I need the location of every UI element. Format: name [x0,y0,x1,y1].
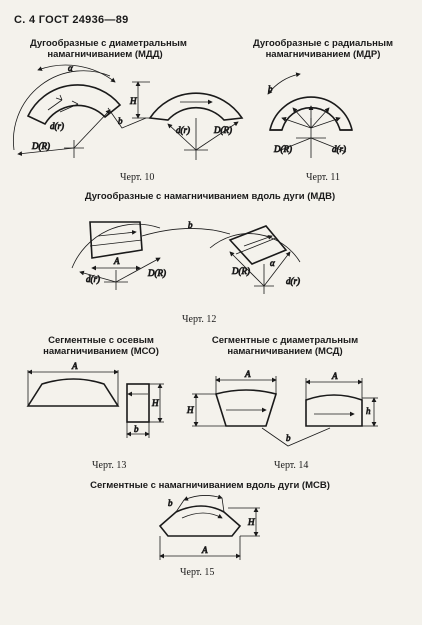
fig-number-14: Черт. 14 [274,460,309,471]
label-b-fig14: b [286,433,291,443]
fig-number-15: Черт. 15 [180,567,215,578]
label-D-fig12: D(R) [148,268,166,278]
label-b-fig12: b [188,220,193,230]
label-A-fig15: A [202,545,208,555]
caption-msv: Сегментные с намагничиванием вдоль дуги (МСВ) [90,480,330,491]
drawing-fig-13 [28,361,164,438]
label-H-fig13: H [152,398,159,408]
fig-number-12: Черт. 12 [182,314,217,325]
label-A-fig13: A [72,361,78,371]
drawing-fig-10 [13,63,242,160]
caption-mdd: Дугообразные с диаметральным намагничиванием (МДД) [30,38,187,60]
label-b-fig11: b [268,84,273,94]
label-D2-fig10: D(R) [214,125,232,135]
page-header: С. 4 ГОСТ 24936—89 [14,14,129,26]
label-H-fig14: H [187,405,194,415]
label-A-fig12: A [114,256,120,266]
label-b-fig13: b [134,424,139,434]
caption-mdr: Дугообразные с радиальным намагничиванием (МДР) [252,38,394,60]
label-d2-fig10: d(r) [176,125,190,135]
label-alpha-fig12: α [270,258,275,268]
label-D-fig10: D(R) [32,141,50,151]
label-D2-fig12: D(R) [232,266,250,276]
drawing-fig-14 [186,369,378,446]
drawing-fig-12 [72,220,300,294]
fig-number-13: Черт. 13 [92,460,127,471]
label-b-fig15: b [168,498,173,508]
fig-number-11: Черт. 11 [306,172,341,183]
drawing-fig-11 [268,74,352,158]
fig-number-10: Черт. 10 [120,172,155,183]
label-A-fig14: A [245,369,251,379]
label-A2-fig14: A [332,371,338,381]
label-H-fig10: H [130,96,137,106]
label-h-fig14: h [366,406,371,416]
label-H-fig15: H [248,517,255,527]
caption-mdv: Дугообразные с намагничиванием вдоль дуги (МДВ) [84,191,336,202]
drawing-fig-15 [160,495,260,560]
label-b-fig10: b [118,116,123,126]
label-d2-fig12: d(r) [286,276,300,286]
label-alpha-fig10: α [68,63,73,73]
caption-msd: Сегментные с диаметральным намагничиванием (МСД) [211,335,359,357]
label-d-fig11: d(r) [332,144,346,154]
caption-mso: Сегментные с осевым намагничиванием (МСО) [43,335,159,357]
label-D-fig11: D(R) [274,144,292,154]
label-d-fig10: d(r) [50,121,64,131]
label-d-fig12: d(r) [86,274,100,284]
